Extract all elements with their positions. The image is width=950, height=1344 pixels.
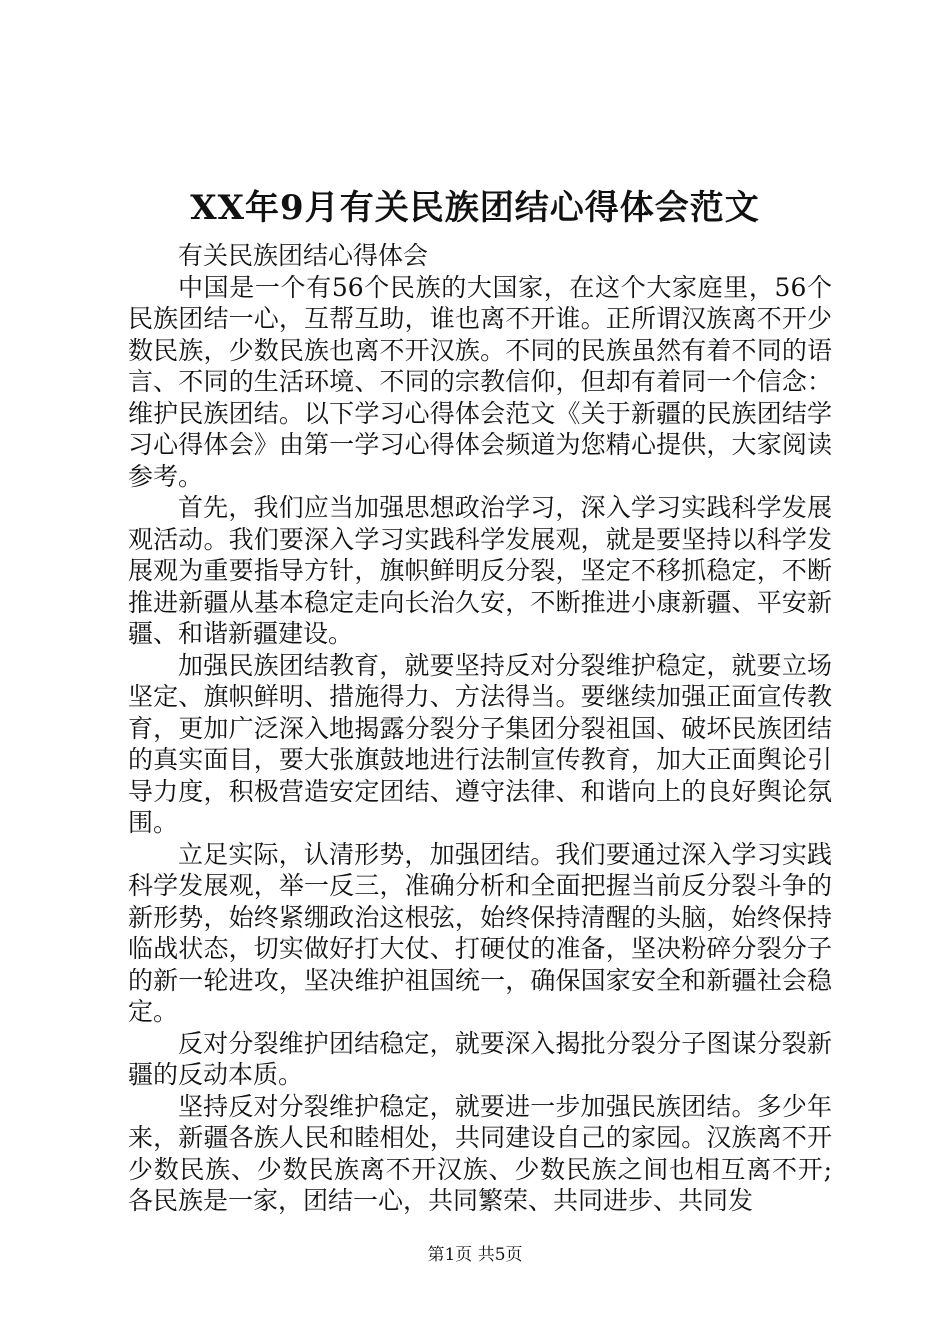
page-footer: 第1页 共5页 xyxy=(427,1245,523,1265)
paragraph: 中国是一个有56个民族的大国家，在这个大家庭里，56个民族团结一心，互帮互助，谁也离不开谁。正所谓汉族离不开少数民族，少数民族也离不开汉族。不同的民族虽然有着不同的语言、不同的生活环境、不同的宗教信仰，但却有着同一个信念：维护民族团结。以下学习心得体会范文《关于新疆的民族团结学习心得体会》由第一学习心得体会频道为您精心提供，大家阅读参考。 xyxy=(128,272,832,491)
paragraph-subtitle: 有关民族团结心得体会 xyxy=(178,241,429,270)
paragraph: 立足实际，认清形势，加强团结。我们要通过深入学习实践科学发展观，举一反三，准确分析和全面把握当前反分裂斗争的新形势，始终紧绷政治这根弦，始终保持清醒的头脑，始终保持临战状态，切实做好打大仗、打硬仗的准备，坚决粉碎分裂分子的新一轮进攻，坚决维护祖国统一，确保国家安全和新疆社会稳定。 xyxy=(128,839,832,1026)
document-title: XX年9月有关民族团结心得体会范文 xyxy=(190,188,760,228)
paragraph: 坚持反对分裂维护稳定，就要进一步加强民族团结。多少年来，新疆各族人民和睦相处，共同建设自己的家园。汉族离不开少数民族、少数民族离不开汉族、少数民族之间也相互离不开;各民族是一家，团结一心，共同繁荣、共同进步、共同发 xyxy=(128,1091,832,1215)
paragraph: 首先，我们应当加强思想政治学习，深入学习实践科学发展观活动。我们要深入学习实践科学发展观，就是要坚持以科学发展观为重要指导方针，旗帜鲜明反分裂，坚定不移抓稳定，不断推进新疆从基本稳定走向长治久安，不断推进小康新疆、平安新疆、和谐新疆建设。 xyxy=(128,493,832,648)
paragraph: 反对分裂维护团结稳定，就要深入揭批分裂分子图谋分裂新疆的反动本质。 xyxy=(128,1028,832,1089)
document-body xyxy=(128,240,832,1217)
paragraph: 加强民族团结教育，就要坚持反对分裂维护稳定，就要立场坚定、旗帜鲜明、措施得力、方法得当。要继续加强正面宣传教育，更加广泛深入地揭露分裂分子集团分裂祖国、破坏民族团结的真实面目，要大张旗鼓地进行法制宣传教育，加大正面舆论引导力度，积极营造安定团结、遵守法律、和谐向上的良好舆论氛围。 xyxy=(128,650,832,837)
